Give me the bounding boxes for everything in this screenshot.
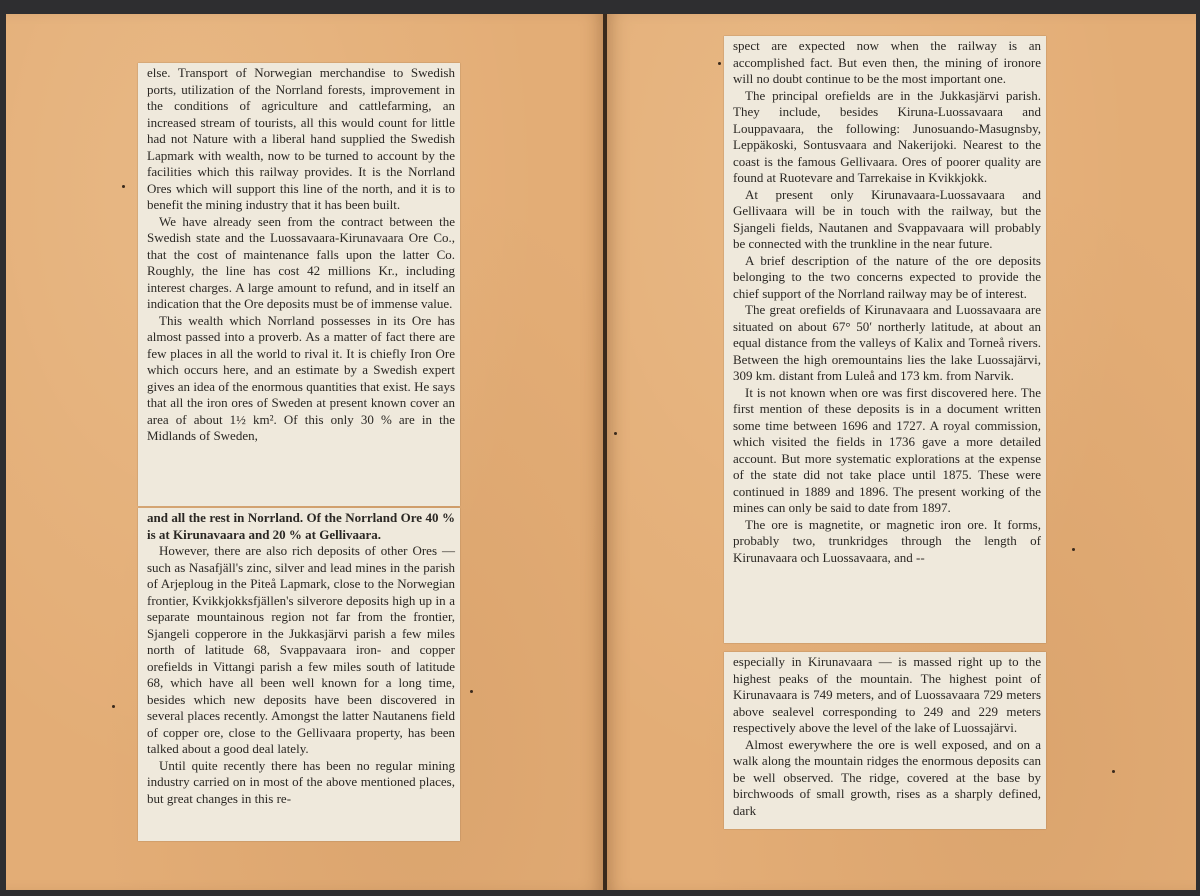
text-paragraph: At present only Kirunavaara-Luossavaara and Gellivaara will be in touch with the railway, but the Sjangeli fields, Nautanen and Svappavaara will probably be connected with the trunkline in the near future. (733, 186, 1041, 251)
text-paragraph: However, there are also rich deposits of other Ores — such as Nasafjäll's zinc, silver and lead mines in the parish of Arjeploug in the Piteå Lapmark, close to the Norwegian frontier, Kvikkjokksfjällen's silverore deposits high up in a separate mountainous region not far from the frontier, Sjangeli copperore in the Jukkasjärvi parish a few miles north of latitude 68, Svappavaara iron- and copper orefields in Vittangi parish a few miles south of latitude 68, which have all been well known for a long time, besides which new deposits have been discovered in several places recently. Amongst the latter Nautanens field of copper ore, close to the Gellivaara property, has been talked about a good deal lately. (147, 543, 455, 756)
book-gutter (603, 14, 607, 890)
paper-speck (1072, 548, 1075, 551)
paper-speck (112, 705, 115, 708)
paper-speck (614, 432, 617, 435)
right-clipping-top (724, 36, 1046, 643)
text-paragraph: We have already seen from the contract between the Swedish state and the Luossavaara-Kirunavaara Ore Co., that the cost of maintenance falls upon the latter Co. Roughly, the line has cost 42 millions Kr., including interest charges. A large amount to refund, and in itself an indication that the Ore deposits must be of immense value. (147, 213, 455, 311)
text-paragraph: It is not known when ore was first discovered here. The first mention of these deposits is in a document written some time between 1696 and 1727. A royal commission, which visited the fields in 1736 gave a more detailed account. But more systematic explorations at the expense of the state did not take place until 1875. These were continued in 1889 and 1896. The present working of the mines can only be said to date from 1897. (733, 384, 1041, 515)
text-paragraph: especially in Kirunavaara — is massed right up to the highest peaks of the mountain. The highest point of Kirunavaara is 749 meters, and of Luossavaara 729 meters above sealevel corresponding to 249 and 229 meters respectively above the level of the lake of Luossajärvi. (733, 654, 1041, 735)
text-paragraph: and all the rest in Norrland. Of the Norrland Ore 40 % is at Kirunavaara and 20 % at Gellivaara. (147, 510, 455, 542)
text-paragraph: A brief description of the nature of the ore deposits belonging to the two concerns expected to provide the chief support of the Norrland railway may be of interest. (733, 252, 1041, 301)
paper-speck (1112, 770, 1115, 773)
text-paragraph: Almost ewerywhere the ore is well exposed, and on a walk along the mountain ridges the enormous deposits can be well observed. The ridge, covered at the base by birchwoods of small growth, rises as a sharply defined, dark (733, 736, 1041, 818)
paper-speck (718, 62, 721, 65)
text-paragraph: else. Transport of Norwegian merchandise to Swedish ports, utilization of the Norrland forests, improvement in the conditions of agriculture and cattlefarming, an increased stream of tourists, all this would count for little had not Nature with a liberal hand supplied the Swedish Lapmark with wealth, now to be turned to account by the facilities which this railway provides. It is the Norrland Ores which will support this line of the north, and it is to benefit the mining industry that it has been built. (147, 65, 455, 212)
paper-speck (470, 690, 473, 693)
text-paragraph: This wealth which Norrland possesses in its Ore has almost passed into a proverb. As a matter of fact there are few places in all the world to rival it. It is chiefly Iron Ore which occurs here, and an estimate by a Swedish expert gives an idea of the enormous quantities that exist. He says that all the iron ores of Sweden at present known cover an area of about 1½ km². Of this only 30 % are in the Midlands of Sweden, (147, 312, 455, 443)
paper-speck (122, 185, 125, 188)
text-paragraph: The great orefields of Kirunavaara and Luossavaara are situated on about 67° 50′ northerly latitude, at about an equal distance from the valleys of Kalix and Torneå rivers. Between the high oremountains lies the lake Luossajärvi, 309 km. distant from Luleå and 173 km. from Narvik. (733, 302, 1041, 383)
left-clipping-top (138, 63, 460, 506)
left-clipping-bottom (138, 508, 460, 841)
text-paragraph: spect are expected now when the railway is an accomplished fact. But even then, the mining of ironore will no doubt continue to be the most important one. (733, 38, 1041, 86)
text-paragraph: The principal orefields are in the Jukkasjärvi parish. They include, besides Kiruna-Luossavaara and Louppavaara, the following: Junosuando-Masugnsby, Leppäkoski, Sontusvaara and Nakerijoki. Nearest to the coast is the famous Gellivaara. Ores of poorer quality are found at Ruotevare and Tarrekaise in Kvikkjokk. (733, 87, 1041, 185)
text-paragraph: Until quite recently there has been no regular mining industry carried on in most of the above mentioned places, but great changes in this re- (147, 757, 455, 806)
text-paragraph: The ore is magnetite, or magnetic iron ore. It forms, probably two, trunkridges through the length of Kirunavaara och Luossavaara, and -- (733, 516, 1041, 565)
right-clipping-bottom (724, 652, 1046, 829)
